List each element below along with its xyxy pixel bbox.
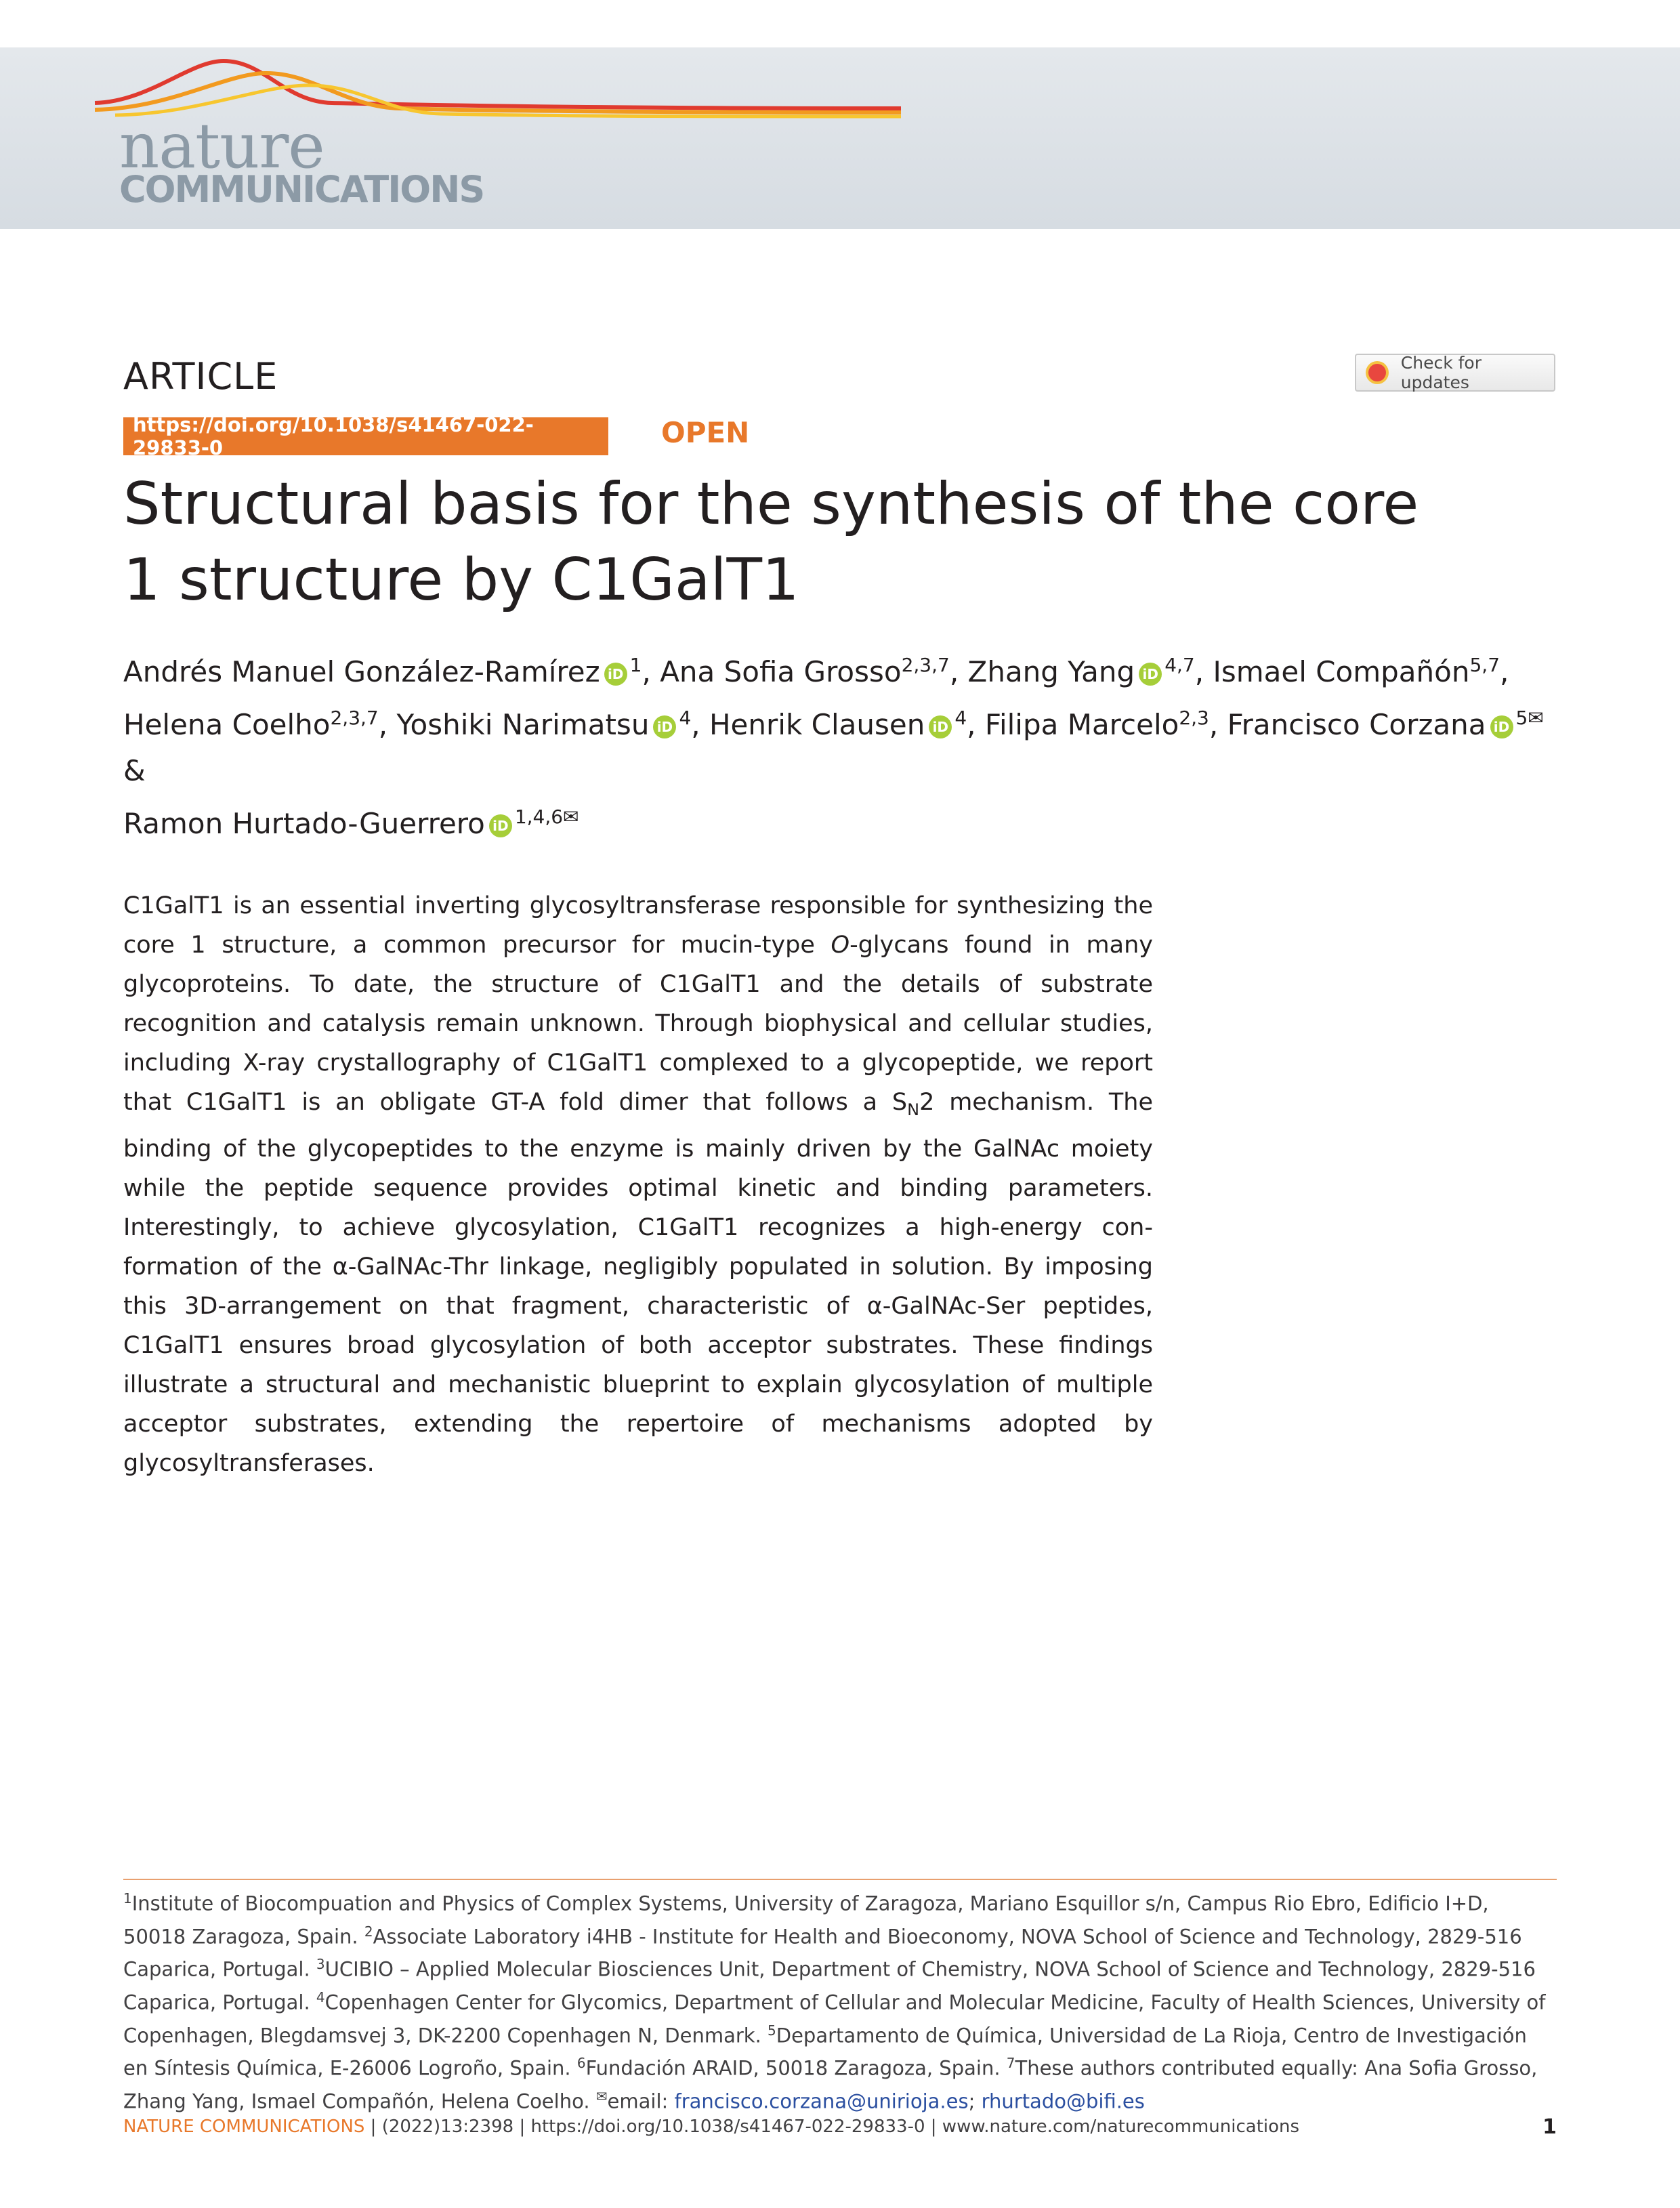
author-affiliation: 2,3	[1179, 707, 1209, 729]
footnote-marker: 4	[316, 1988, 325, 2005]
orcid-icon[interactable]: iD	[1139, 663, 1162, 686]
orcid-icon[interactable]: iD	[604, 663, 627, 686]
author-list	[123, 642, 1566, 847]
author-name[interactable]: Andrés Manuel González-Ramírez	[123, 655, 600, 688]
author-affiliation: 5,7	[1469, 654, 1500, 676]
doi-link[interactable]: https://doi.org/10.1038/s41467-022-29833-0	[123, 417, 608, 455]
title-line-2: 1 structure by C1GalT1	[123, 546, 799, 614]
page-footer	[123, 2117, 1557, 2137]
author-affiliation: 1	[629, 654, 642, 676]
email-link-corzana[interactable]: francisco.corzana@unirioja.es	[674, 2089, 969, 2113]
author-ampersand: &	[123, 754, 146, 787]
orcid-icon[interactable]: iD	[489, 814, 512, 837]
author-name[interactable]: Ramon Hurtado-Guerrero	[123, 807, 485, 840]
affiliation-text: Departamento de Química, Universidad de La Rioja, Centro de Investigación en Síntesis Química, E-26006 Logroño, Spain.	[123, 2024, 1527, 2080]
email-separator: ;	[968, 2089, 982, 2113]
logo-communications: COMMUNICATIONS	[119, 168, 484, 211]
email-link-hurtado[interactable]: rhurtado@bifi.es	[981, 2089, 1145, 2113]
affiliation-text: Institute of Biocompuation and Physics of Complex Systems, University of Zaragoza, Mariano Esquillor s/n, Campus Rio Ebro, Edificio I+D, 50018 Zaragoza, Spain.	[123, 1892, 1489, 1949]
footnote-marker: 3	[316, 1956, 325, 1973]
author-name[interactable]: Helena Coelho	[123, 708, 331, 741]
article-type-label: ARTICLE	[123, 355, 278, 398]
check-updates-label: Check for updates	[1400, 353, 1482, 392]
author-separator: ,	[642, 655, 660, 688]
abstract-text: -glycans found in many glycoproteins. To date, the structure of C1GalT1 and the details of substrate recognition and catalysis remain unknown. Through biophysical and cellular studies, including X-ray crystallography of C1GalT1 complexed to a glycopeptide, we report that C1GalT1 is an obligate GT-A fold dimer that follows a S	[123, 932, 1153, 1116]
logo-nature: nature	[119, 110, 324, 182]
author-name[interactable]: Yoshiki Narimatsu	[396, 708, 650, 741]
author-separator: ,	[1500, 655, 1509, 688]
author-name[interactable]: Henrik Clausen	[709, 708, 925, 741]
check-for-updates-button[interactable]	[1355, 354, 1555, 392]
journal-banner	[0, 47, 1680, 229]
author-affiliation: 4	[954, 707, 967, 729]
abstract-text: C1GalT1 is an essential inverting glycosyltransferase responsible for synthesizing the core 1 structure, a common precursor for mucin-type	[123, 892, 1153, 959]
abstract-subscript: N	[907, 1100, 920, 1119]
author-separator: ,	[1194, 655, 1213, 688]
author-name[interactable]: Ismael Compañón	[1213, 655, 1470, 688]
title-line-1: Structural basis for the synthesis of the core	[123, 470, 1419, 538]
affiliation-text: UCIBIO – Applied Molecular Biosciences Unit, Department of Chemistry, NOVA School of Science and Technology, 2829-516 Caparica, Portugal.	[123, 1957, 1536, 2014]
footnote-marker: 7	[1006, 2055, 1015, 2072]
footer-citation: | (2022)13:2398 | https://doi.org/10.1038/s41467-022-29833-0 | www.nature.com/naturecommunications	[364, 2117, 1300, 2137]
crossmark-icon	[1366, 361, 1389, 384]
abstract-text: 2 mechanism. The binding of the glycopeptides to the enzyme is mainly driven by the GalNAc moiety while the peptide sequence provides optimal kinetic and binding parameters. Interestingly, to achieve glycosylation, C1GalT1 recognizes a high-energy conformation of the α-GalNAc-Thr linkage, negligibly populated in solution. By imposing this 3D-arrangement on that fragment, characteristic of α-GalNAc-Ser peptides, C1GalT1 ensures broad glycosylation of both acceptor substrates. These findings illustrate a structural and mechanistic blueprint to explain glycosylation of multiple acceptor substrates, extending the repertoire of mechanisms adopted by glycosyltransferases.	[123, 1089, 1153, 1477]
orcid-icon[interactable]: iD	[929, 715, 952, 738]
affiliation-text: These authors contributed equally: Ana Sofia Grosso, Zhang Yang, Ismael Compañón, Helena Coelho.	[123, 2056, 1538, 2113]
author-affiliation: 4,7	[1164, 654, 1195, 676]
author-separator: ,	[967, 708, 985, 741]
author-affiliation: 2,3,7	[330, 707, 379, 729]
author-separator: ,	[949, 655, 968, 688]
orcid-icon[interactable]: iD	[653, 715, 676, 738]
author-affiliation: 5✉	[1515, 707, 1544, 729]
affiliation-text: Associate Laboratory i4HB - Institute for Health and Bioeconomy, NOVA School of Science and Technology, 2829-516 Caparica, Portugal.	[123, 1925, 1522, 1981]
author-name[interactable]: Ana Sofia Grosso	[660, 655, 902, 688]
author-separator: ,	[378, 708, 397, 741]
abstract-italic: O	[831, 932, 850, 959]
author-affiliation: 4	[679, 707, 692, 729]
affiliation-text: Fundación ARAID, 50018 Zaragoza, Spain.	[585, 2056, 1007, 2080]
author-name[interactable]: Francisco Corzana	[1227, 708, 1486, 741]
abstract	[123, 886, 1153, 1483]
affiliation-text: Copenhagen Center for Glycomics, Department of Cellular and Molecular Medicine, Faculty of Health Sciences, University of Copenhagen, Blegdamsvej 3, DK-2200 Copenhagen N, Denmark.	[123, 1991, 1546, 2047]
article-title	[123, 466, 1546, 618]
footnote-marker: 6	[576, 2055, 586, 2072]
footnote-marker: 2	[364, 1923, 373, 1940]
author-separator: ,	[1209, 708, 1227, 741]
affiliations-footnote	[123, 1885, 1557, 2116]
footnote-marker: 1	[123, 1890, 132, 1907]
envelope-icon: ✉	[595, 2087, 608, 2104]
open-access-label: OPEN	[661, 416, 750, 449]
orcid-icon[interactable]: iD	[1490, 715, 1513, 738]
footer-journal-name: NATURE COMMUNICATIONS	[123, 2117, 365, 2137]
footnote-marker: 5	[768, 2022, 776, 2039]
author-name[interactable]: Zhang Yang	[967, 655, 1135, 688]
author-name[interactable]: Filipa Marcelo	[984, 708, 1179, 741]
footnote-divider	[123, 1879, 1557, 1880]
page-number: 1	[1542, 2115, 1557, 2139]
author-separator: ,	[691, 708, 709, 741]
email-label: email:	[607, 2089, 675, 2113]
author-affiliation: 1,4,6✉	[514, 806, 579, 828]
author-affiliation: 2,3,7	[901, 654, 950, 676]
